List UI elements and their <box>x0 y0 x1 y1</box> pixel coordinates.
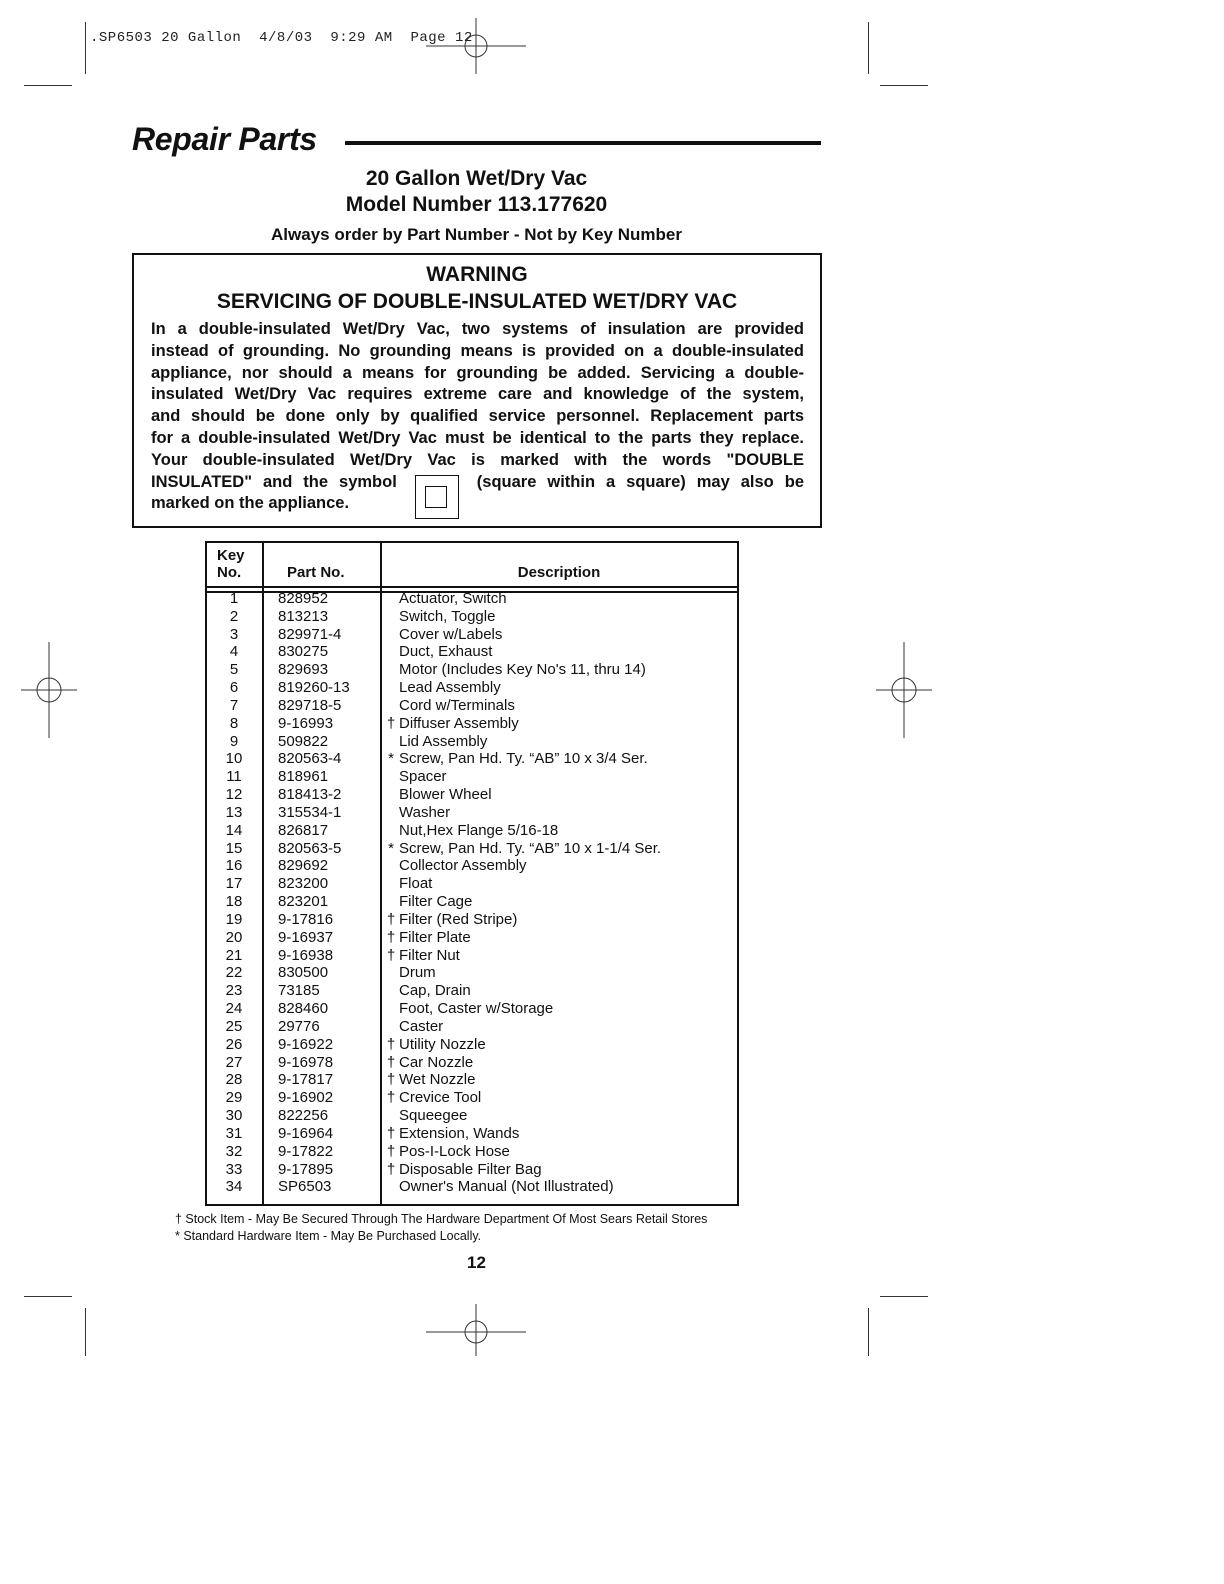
table-row <box>207 1178 737 1196</box>
note-mark: * <box>388 839 394 857</box>
description-cell: Spacer <box>399 768 447 786</box>
part-number-cell: 9-16938 <box>278 946 334 964</box>
note-mark: † <box>386 910 396 928</box>
key-cell: 6 <box>229 679 239 697</box>
table-row <box>207 1071 737 1089</box>
description-cell: Motor (Includes Key No's 11, thru 14) <box>399 661 646 679</box>
part-number-cell: 829693 <box>278 661 329 679</box>
description-cell: Extension, Wands <box>399 1124 520 1142</box>
part-number-cell: 315534-1 <box>278 803 342 821</box>
table-row <box>207 768 737 786</box>
warning-line: and should be done only by qualified service personnel. Replacement parts <box>151 407 804 426</box>
key-cell: 33 <box>225 1160 243 1178</box>
key-cell: 11 <box>226 768 242 786</box>
key-cell: 18 <box>225 893 243 911</box>
part-number-cell: 818961 <box>278 768 329 786</box>
part-number-cell: 9-17895 <box>278 1160 334 1178</box>
key-cell: 4 <box>229 643 239 661</box>
key-cell: 28 <box>225 1071 243 1089</box>
header-key-no: Key No. <box>217 547 245 581</box>
note-mark: † <box>386 946 396 964</box>
table-row <box>207 697 737 715</box>
warning-line: Your double-insulated Wet/Dry Vac is marked with the words "DOUBLE <box>151 450 804 469</box>
part-number-cell: 9-16937 <box>278 928 334 946</box>
description-cell: Filter Plate <box>399 928 471 946</box>
note-mark: † <box>386 1071 396 1089</box>
footnote-stock-item: † Stock Item - May Be Secured Through The Hardware Department Of Most Sears Retail Stores <box>175 1212 708 1226</box>
part-number-cell: 829692 <box>278 857 329 875</box>
key-cell: 7 <box>229 696 239 714</box>
part-number-cell: 813213 <box>278 607 329 625</box>
table-row <box>207 982 737 1000</box>
key-cell: 1 <box>229 590 239 607</box>
table-row <box>207 1143 737 1161</box>
description-cell: Drum <box>399 964 436 982</box>
key-cell: 34 <box>225 1178 243 1196</box>
key-cell: 32 <box>225 1142 243 1160</box>
table-row <box>207 715 737 733</box>
table-row <box>207 929 737 947</box>
note-mark: † <box>386 1089 396 1107</box>
warning-line-symbol-before: INSULATED" and the symbol <box>151 472 397 491</box>
table-row <box>207 590 737 608</box>
table-row <box>207 857 737 875</box>
part-number-cell: 822256 <box>278 1107 329 1125</box>
part-number-cell: 9-16978 <box>278 1053 334 1071</box>
part-number-cell: 829718-5 <box>278 696 342 714</box>
key-cell: 25 <box>225 1017 243 1035</box>
key-cell: 30 <box>225 1107 243 1125</box>
note-mark: † <box>386 1035 396 1053</box>
key-cell: 16 <box>225 857 243 875</box>
key-cell: 29 <box>225 1089 243 1107</box>
key-cell: 12 <box>225 786 243 804</box>
key-cell: 31 <box>225 1124 243 1142</box>
key-cell: 2 <box>229 607 239 625</box>
key-cell: 13 <box>225 803 243 821</box>
table-row <box>207 875 737 893</box>
inner-square-icon <box>425 486 447 508</box>
page-number: 12 <box>467 1253 486 1272</box>
key-cell: 21 <box>225 946 243 964</box>
warning-line: instead of grounding. No grounding means is provided on a double-insulated <box>151 341 804 360</box>
table-row <box>207 1054 737 1072</box>
description-cell: Blower Wheel <box>399 786 492 804</box>
description-cell: Screw, Pan Hd. Ty. “AB” 10 x 1-1/4 Ser. <box>399 839 662 857</box>
warning-subtitle: SERVICING OF DOUBLE-INSULATED WET/DRY VAC <box>216 290 738 313</box>
part-number-cell: 9-16993 <box>278 714 334 732</box>
parts-table <box>205 541 739 1206</box>
table-row <box>207 911 737 929</box>
table-row <box>207 679 737 697</box>
table-row <box>207 840 737 858</box>
description-cell: Cord w/Terminals <box>399 696 515 714</box>
description-cell: Pos-I-Lock Hose <box>399 1142 510 1160</box>
part-number-cell: 828460 <box>278 1000 329 1018</box>
description-cell: Screw, Pan Hd. Ty. “AB” 10 x 3/4 Ser. <box>399 750 648 768</box>
part-number-cell: 509822 <box>278 732 329 750</box>
warning-line: for a double-insulated Wet/Dry Vac must be identical to the parts they replace. <box>151 428 804 447</box>
description-cell: Lead Assembly <box>399 679 501 697</box>
description-cell: Diffuser Assembly <box>399 714 519 732</box>
key-cell: 5 <box>229 661 239 679</box>
description-cell: Actuator, Switch <box>399 590 507 607</box>
part-number-cell: 830500 <box>278 964 329 982</box>
table-row <box>207 750 737 768</box>
note-mark: † <box>386 1160 396 1178</box>
warning-box <box>132 253 822 528</box>
table-row <box>207 804 737 822</box>
part-number-cell: 29776 <box>278 1017 320 1035</box>
note-mark: † <box>386 1124 396 1142</box>
description-cell: Collector Assembly <box>399 857 527 875</box>
description-cell: Nut,Hex Flange 5/16-18 <box>399 821 559 839</box>
description-cell: Wet Nozzle <box>399 1071 476 1089</box>
description-cell: Filter Cage <box>399 893 473 911</box>
part-number-cell: 823200 <box>278 875 329 893</box>
part-number-cell: SP6503 <box>278 1178 332 1196</box>
part-number-cell: 819260-13 <box>278 679 350 697</box>
key-cell: 3 <box>229 625 239 643</box>
description-cell: Washer <box>399 803 451 821</box>
key-cell: 15 <box>225 839 243 857</box>
description-cell: Disposable Filter Bag <box>399 1160 542 1178</box>
key-cell: 19 <box>225 910 243 928</box>
warning-title: WARNING <box>426 263 528 286</box>
warning-line: In a double-insulated Wet/Dry Vac, two systems of insulation are provided <box>151 320 804 338</box>
footnote-hardware-item: * Standard Hardware Item - May Be Purchased Locally. <box>175 1229 482 1243</box>
key-cell: 20 <box>225 928 243 946</box>
part-number-cell: 9-17822 <box>278 1142 334 1160</box>
part-number-cell: 826817 <box>278 821 329 839</box>
description-cell: Crevice Tool <box>399 1089 482 1107</box>
double-insulated-symbol-icon <box>415 475 459 519</box>
header-part-no: Part No. <box>287 564 345 581</box>
key-cell: 22 <box>225 964 243 982</box>
part-number-cell: 828952 <box>278 590 329 607</box>
key-cell: 23 <box>225 982 243 1000</box>
warning-line-symbol-after: (square within a square) may also be <box>476 472 804 491</box>
part-number-cell: 9-17816 <box>278 910 334 928</box>
description-cell: Duct, Exhaust <box>399 643 493 661</box>
description-cell: Utility Nozzle <box>399 1035 486 1053</box>
table-row <box>207 733 737 751</box>
header-rule <box>207 586 737 588</box>
part-number-cell: 9-16902 <box>278 1089 334 1107</box>
note-mark: † <box>386 1142 396 1160</box>
note-mark: † <box>386 714 396 732</box>
table-row <box>207 643 737 661</box>
order-note: Always order by Part Number - Not by Key Number <box>271 225 682 244</box>
table-row <box>207 786 737 804</box>
table-row <box>207 822 737 840</box>
table-row <box>207 893 737 911</box>
description-cell: Car Nozzle <box>399 1053 474 1071</box>
description-cell: Filter Nut <box>399 946 460 964</box>
table-row <box>207 661 737 679</box>
part-number-cell: 829971-4 <box>278 625 342 643</box>
table-row <box>207 1089 737 1107</box>
note-mark: * <box>388 750 394 768</box>
table-row <box>207 1036 737 1054</box>
part-number-cell: 9-16964 <box>278 1124 334 1142</box>
table-row <box>207 608 737 626</box>
part-number-cell: 9-16922 <box>278 1035 334 1053</box>
warning-line: appliance, nor should a means for grounding be added. Servicing a double- <box>151 363 804 382</box>
description-cell: Caster <box>399 1017 444 1035</box>
key-cell: 26 <box>225 1035 243 1053</box>
description-cell: Cover w/Labels <box>399 625 503 643</box>
description-cell: Switch, Toggle <box>399 607 496 625</box>
registration-mark-right <box>876 642 932 738</box>
title-rule <box>345 141 821 145</box>
note-mark: † <box>386 1053 396 1071</box>
page-title: Repair Parts <box>132 121 317 157</box>
description-cell: Squeegee <box>399 1107 468 1125</box>
table-row <box>207 947 737 965</box>
description-cell: Float <box>399 875 433 893</box>
table-row <box>207 1018 737 1036</box>
key-cell: 14 <box>225 821 243 839</box>
key-cell: 10 <box>225 750 243 768</box>
note-mark: † <box>386 928 396 946</box>
parts-rows <box>207 590 737 1196</box>
part-number-cell: 823201 <box>278 893 329 911</box>
description-cell: Owner's Manual (Not Illustrated) <box>399 1178 614 1196</box>
printer-slug: .SP6503 20 Gallon 4/8/03 9:29 AM Page 12 <box>90 30 473 46</box>
description-cell: Foot, Caster w/Storage <box>399 1000 554 1018</box>
warning-line: insulated Wet/Dry Vac requires extreme care and knowledge of the system, <box>151 385 804 404</box>
key-cell: 17 <box>225 875 243 893</box>
table-row <box>207 1107 737 1125</box>
key-cell: 24 <box>225 1000 243 1018</box>
key-cell: 27 <box>225 1053 243 1071</box>
model-number: Model Number 113.177620 <box>345 193 608 216</box>
registration-mark-left <box>21 642 77 738</box>
registration-mark-top <box>426 18 526 74</box>
header-description: Description <box>517 564 601 581</box>
warning-line-symbol <box>151 472 804 494</box>
warning-line: marked on the appliance. <box>151 494 350 513</box>
part-number-cell: 820563-4 <box>278 750 342 768</box>
table-row <box>207 1125 737 1143</box>
part-number-cell: 818413-2 <box>278 786 342 804</box>
part-number-cell: 73185 <box>278 982 320 1000</box>
warning-body <box>151 319 804 515</box>
registration-mark-bottom <box>426 1304 526 1356</box>
table-row <box>207 1161 737 1179</box>
table-row <box>207 626 737 644</box>
product-name: 20 Gallon Wet/Dry Vac <box>365 167 588 190</box>
table-row <box>207 964 737 982</box>
description-cell: Cap, Drain <box>399 982 471 1000</box>
part-number-cell: 830275 <box>278 643 329 661</box>
part-number-cell: 9-17817 <box>278 1071 334 1089</box>
table-row <box>207 1000 737 1018</box>
key-cell: 8 <box>229 714 239 732</box>
part-number-cell: 820563-5 <box>278 839 342 857</box>
description-cell: Lid Assembly <box>399 732 488 750</box>
key-cell: 9 <box>229 732 239 750</box>
description-cell: Filter (Red Stripe) <box>399 910 518 928</box>
